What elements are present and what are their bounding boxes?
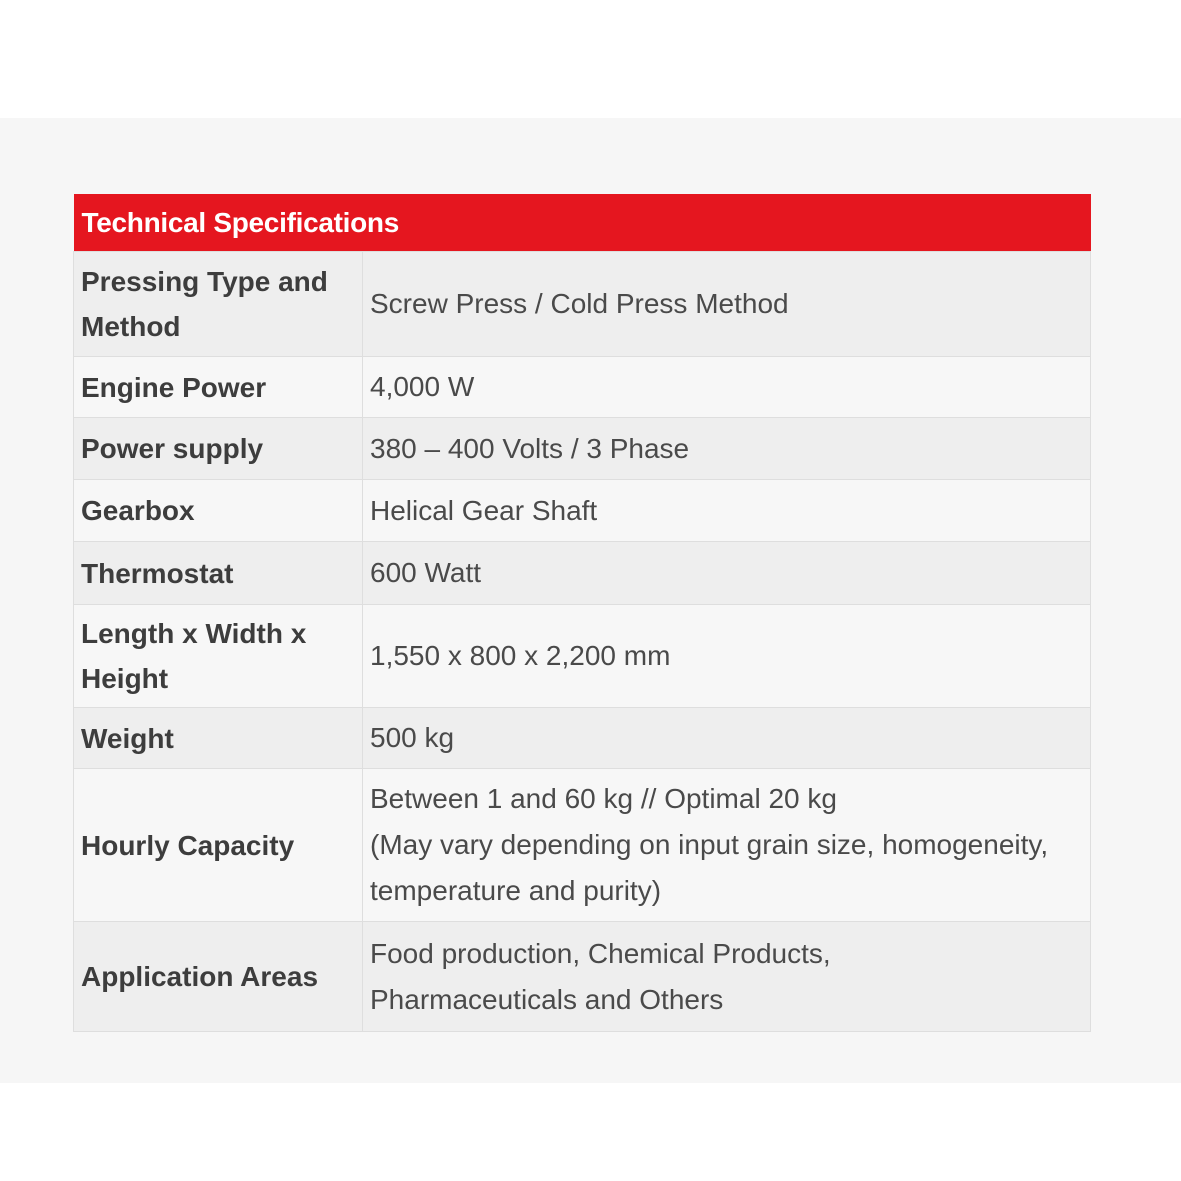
spec-label: Length x Width x Height — [74, 605, 363, 708]
spec-value-line: 600 Watt — [370, 557, 482, 588]
spec-value-line: Between 1 and 60 kg // Optimal 20 kg — [370, 783, 837, 814]
spec-label: Pressing Type and Method — [74, 252, 363, 357]
spec-value — [363, 357, 1091, 418]
spec-value-line: Food production, Chemical Products, — [370, 937, 831, 969]
spec-value-line: 1,550 x 800 x 2,200 mm — [370, 640, 671, 671]
spec-table — [73, 194, 1091, 1032]
spec-value — [363, 922, 1091, 1032]
spec-label: Hourly Capacity — [74, 769, 363, 922]
spec-value-line: (May vary depending on input grain size, homogeneity, — [370, 829, 1049, 860]
table-row — [74, 252, 1091, 357]
spec-value-line: Pharmaceuticals and Others — [370, 983, 724, 1015]
table-row — [74, 708, 1091, 769]
spec-value — [363, 480, 1091, 542]
spec-value — [363, 418, 1091, 480]
spec-value — [363, 708, 1091, 769]
spec-value — [363, 542, 1091, 605]
spec-value — [363, 252, 1091, 357]
spec-value-line: 4,000 W — [370, 371, 475, 402]
table-row — [74, 357, 1091, 418]
table-row — [74, 418, 1091, 480]
spec-value-line: 500 kg — [370, 722, 455, 753]
table-header-row — [74, 194, 1091, 252]
spec-value-line: Screw Press / Cold Press Method — [370, 288, 789, 319]
spec-label: Power supply — [74, 418, 363, 480]
spec-value — [363, 605, 1091, 708]
spec-label: Application Areas — [74, 922, 363, 1032]
table-row — [74, 605, 1091, 708]
spec-label: Weight — [74, 708, 363, 769]
table-row — [74, 542, 1091, 605]
spec-value — [363, 769, 1091, 922]
spec-label: Thermostat — [74, 542, 363, 605]
table-row — [74, 480, 1091, 542]
spec-value-line: temperature and purity) — [370, 875, 662, 906]
table-row — [74, 922, 1091, 1032]
spec-label: Gearbox — [74, 480, 363, 542]
table-title: Technical Specifications — [74, 194, 1091, 252]
spec-value-line: Helical Gear Shaft — [370, 494, 598, 526]
table-row — [74, 769, 1091, 922]
spec-value-line: 380 – 400 Volts / 3 Phase — [370, 432, 690, 464]
spec-label: Engine Power — [74, 357, 363, 418]
